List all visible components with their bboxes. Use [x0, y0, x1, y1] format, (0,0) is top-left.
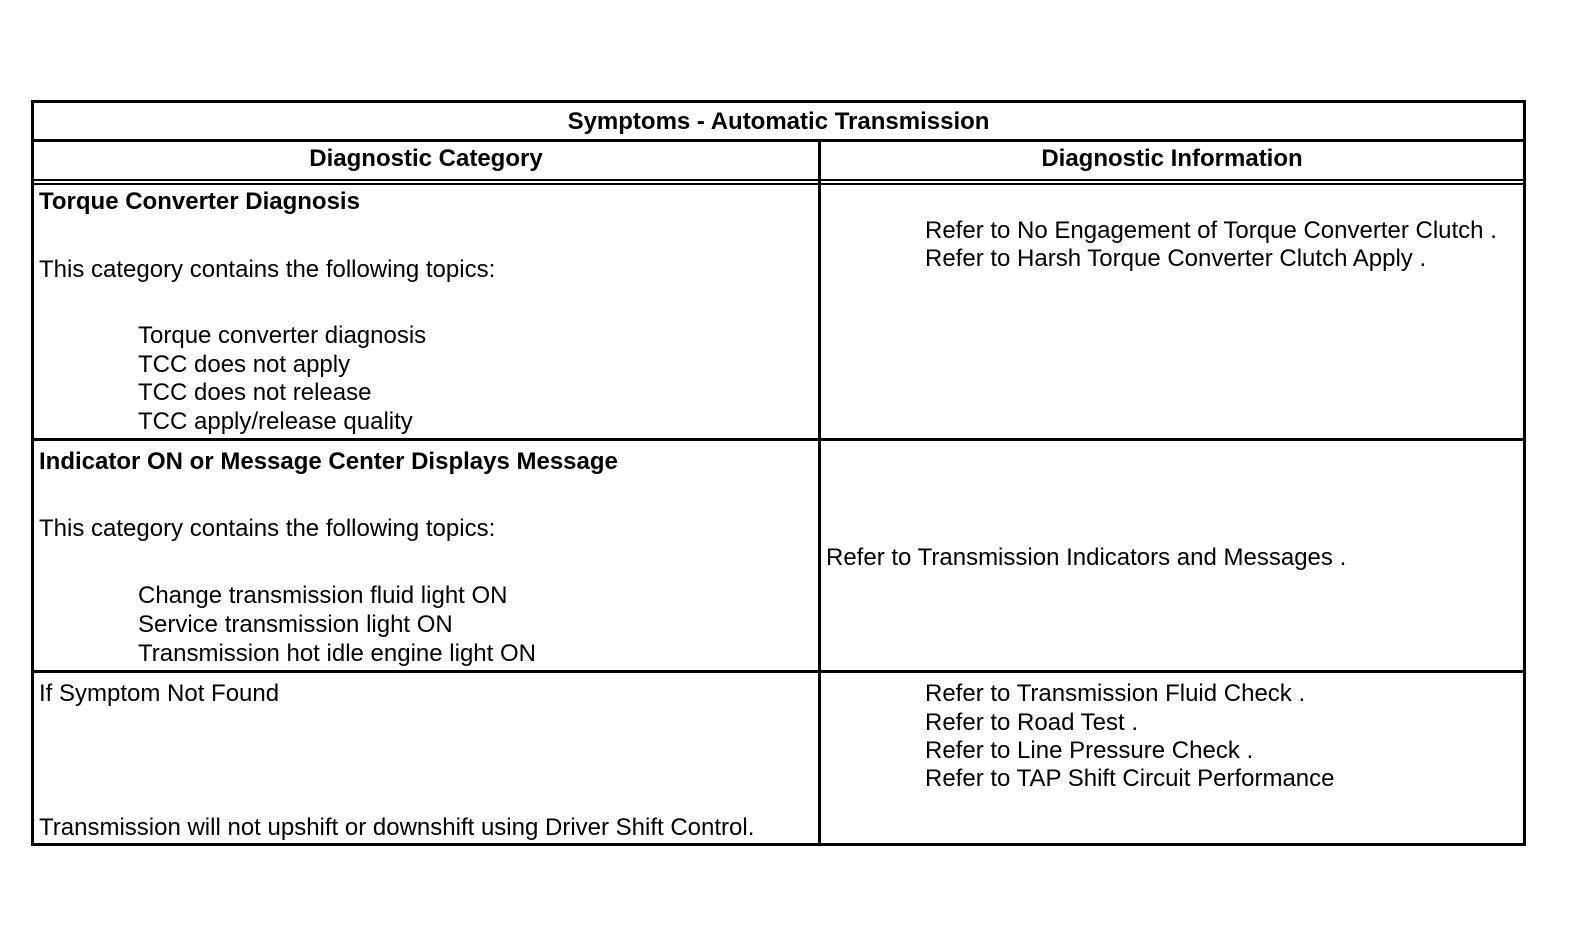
- row3-note: Transmission will not upshift or downshift using Driver Shift Control.: [39, 814, 755, 841]
- row2-topic-1: Change transmission fluid light ON: [138, 582, 508, 609]
- row1-topic-1: Torque converter diagnosis: [138, 322, 427, 349]
- row1-info-2: Refer to Harsh Torque Converter Clutch Apply .: [925, 245, 1427, 272]
- row1-topic-2: TCC does not apply: [138, 351, 351, 378]
- row1-intro: This category contains the following topics:: [39, 256, 496, 283]
- row3-category-title: If Symptom Not Found: [39, 680, 280, 707]
- table-title: Symptoms - Automatic Transmission: [567, 108, 990, 135]
- row2-intro: This category contains the following topics:: [39, 515, 496, 542]
- row1-topic-3: TCC does not release: [138, 379, 372, 406]
- column-header-category: Diagnostic Category: [309, 145, 543, 172]
- row3-info-2: Refer to Road Test .: [925, 709, 1138, 736]
- header-divider-bottom: [34, 183, 1523, 185]
- row3-info-1: Refer to Transmission Fluid Check .: [925, 680, 1306, 707]
- row1-topic-4: TCC apply/release quality: [138, 408, 413, 435]
- row2-category-title: Indicator ON or Message Center Displays Message: [39, 448, 618, 475]
- row2-topic-2: Service transmission light ON: [138, 611, 453, 638]
- row1-category-title: Torque Converter Diagnosis: [39, 188, 360, 215]
- row2-topic-3: Transmission hot idle engine light ON: [138, 640, 536, 667]
- row3-info-3: Refer to Line Pressure Check .: [925, 737, 1254, 764]
- column-divider: [818, 141, 821, 843]
- row-divider-2: [34, 670, 1523, 673]
- row1-info-1: Refer to No Engagement of Torque Converter Clutch .: [925, 217, 1497, 244]
- row3-info-4: Refer to TAP Shift Circuit Performance: [925, 765, 1335, 792]
- header-divider-top: [34, 179, 1523, 181]
- row-divider-1: [34, 438, 1523, 441]
- symptoms-table: [31, 100, 1526, 846]
- column-header-information: Diagnostic Information: [1041, 145, 1303, 172]
- row2-info-1: Refer to Transmission Indicators and Messages .: [826, 544, 1347, 571]
